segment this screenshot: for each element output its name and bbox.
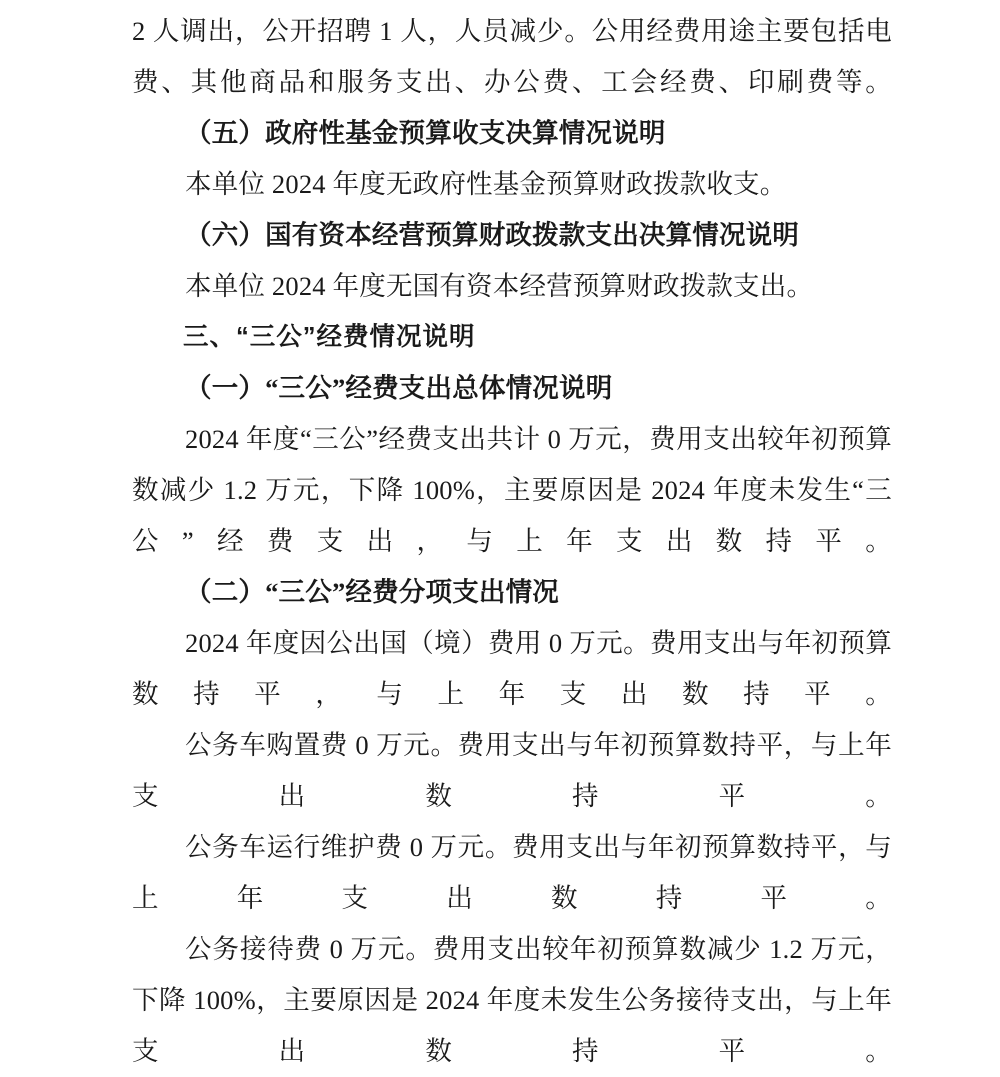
heading-three-publics-overall: （一）“三公”经费支出总体情况说明 <box>185 373 613 403</box>
paragraph-state-capital-budget-body: 本单位 2024 年度无国有资本经营预算财政拨款支出。 <box>185 271 814 301</box>
heading-section-three-three-publics: 三、“三公”经费情况说明 <box>183 323 476 351</box>
paragraph-government-fund-budget-body: 本单位 2024 年度无政府性基金预算财政拨款收支。 <box>185 169 787 199</box>
document-body <box>132 6 892 1077</box>
heading-three-publics-itemized: （二）“三公”经费分项支出情况 <box>185 577 559 607</box>
paragraph-overseas-travel: 2024 年度因公出国（境）费用 0 万元。费用支出与年初预算数持平，与上年支出数持平。 <box>132 628 892 709</box>
paragraph-three-publics-overall-body: 2024 年度“三公”经费支出共计 0 万元，费用支出较年初预算数减少 1.2 万元，下降 100%，主要原因是 2024 年度未发生“三公”经费支出，与上年支出数持平。 <box>132 424 892 556</box>
heading-government-fund-budget: （五）政府性基金预算收支决算情况说明 <box>185 118 666 148</box>
paragraph-vehicle-purchase: 公务车购置费 0 万元。费用支出与年初预算数持平，与上年支出数持平。 <box>132 730 892 811</box>
paragraph-public-funds-continued: 2 人调出，公开招聘 1 人，人员减少。公用经费用途主要包括电费、其他商品和服务支出、办公费、工会经费、印刷费等。 <box>132 16 892 97</box>
paragraph-official-hospitality: 公务接待费 0 万元。费用支出较年初预算数减少 1.2 万元，下降 100%，主要原因是 2024 年度未发生公务接待支出，与上年支出数持平。 <box>132 934 892 1066</box>
paragraph-vehicle-maintenance: 公务车运行维护费 0 万元。费用支出与年初预算数持平，与上年支出数持平。 <box>132 832 892 913</box>
heading-state-capital-budget: （六）国有资本经营预算财政拨款支出决算情况说明 <box>185 220 800 250</box>
